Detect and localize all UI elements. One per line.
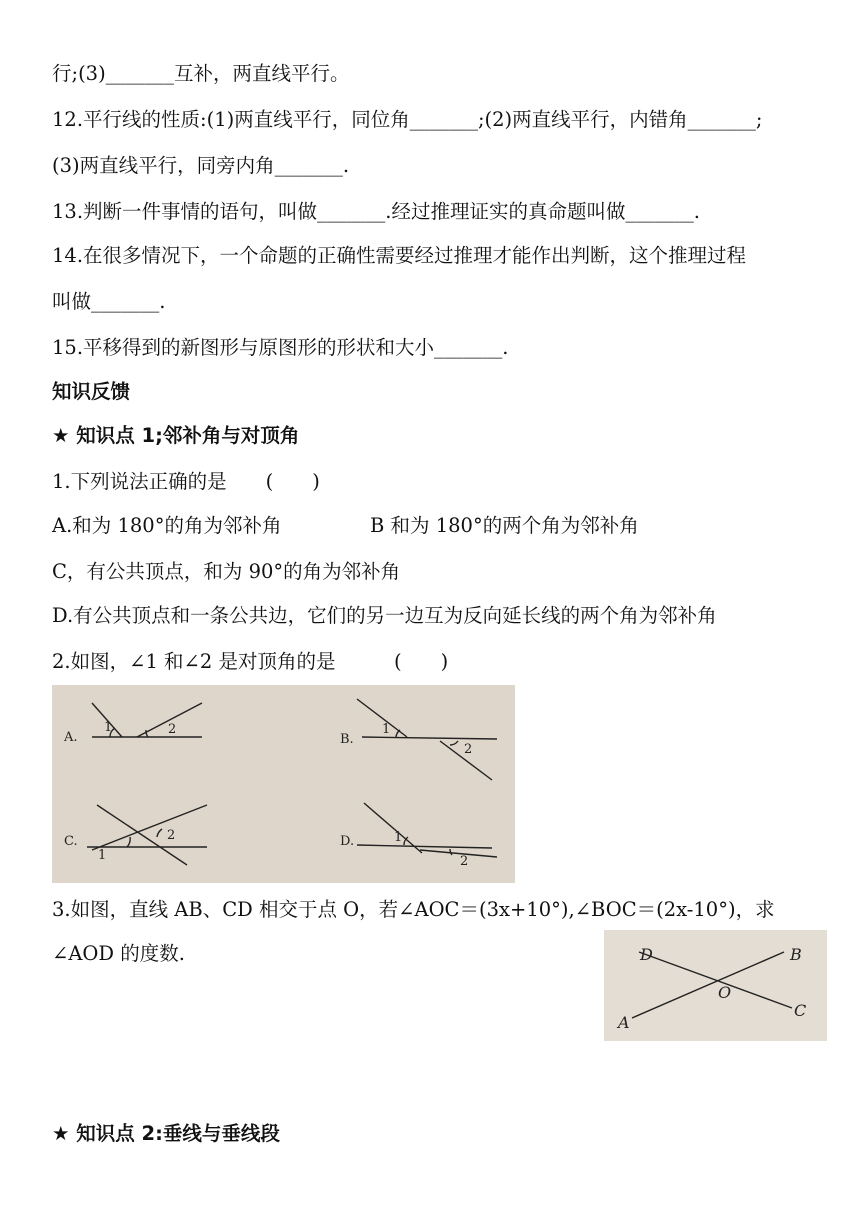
section-feedback-heading: 知识反馈 — [52, 380, 131, 403]
section-point1-heading: ★ 知识点 1;邻补角与对顶角 — [52, 424, 300, 447]
fig-b-angle1: 1 — [382, 722, 391, 737]
text-line-15: 15.平移得到的新图形与原图形的形状和大小_______. — [52, 336, 509, 359]
q3-stem-line1: 3.如图，直线 AB、CD 相交于点 O，若∠AOC＝(3x+10°),∠BOC＝(2x-10°)，求 — [52, 898, 775, 921]
text-line-12-cont: (3)两直线平行，同旁内角_______. — [52, 154, 350, 177]
q3-figure-photo — [604, 930, 827, 1041]
q1-option-a: A.和为 180°的角为邻补角 — [52, 514, 282, 537]
fig-c-angle1: 1 — [98, 848, 107, 863]
section-point2-heading: ★ 知识点 2:垂线与垂线段 — [52, 1122, 280, 1145]
q2-stem: 2.如图，∠1 和∠2 是对顶角的是 ( ) — [52, 650, 449, 673]
text-line-14-cont: 叫做_______. — [52, 290, 166, 313]
fig-c-label: C. — [64, 834, 78, 849]
fig-point-a: A — [618, 1013, 630, 1032]
fig-a-angle2: 2 — [168, 722, 177, 737]
q1-stem: 1.下列说法正确的是 ( ) — [52, 470, 320, 493]
q1-option-b: B 和为 180°的两个角为邻补角 — [370, 514, 639, 537]
text-line-14: 14.在很多情况下，一个命题的正确性需要经过推理才能作出判断，这个推理过程 — [52, 244, 747, 267]
q2-figure-photo — [52, 685, 515, 883]
text-line-12: 12.平行线的性质:(1)两直线平行，同位角_______;(2)两直线平行，内错角_______; — [52, 108, 763, 131]
text-line-1: 行;(3)_______互补，两直线平行。 — [52, 62, 350, 85]
fig-a-label: A. — [64, 730, 78, 745]
text-line-13: 13.判断一件事情的语句，叫做_______.经过推理证实的真命题叫做_______. — [52, 200, 700, 223]
fig-point-o: O — [718, 983, 732, 1002]
fig-point-d: D — [640, 945, 653, 964]
fig-c-angle2: 2 — [167, 828, 176, 843]
fig-d-angle2: 2 — [460, 854, 469, 869]
fig-point-b: B — [790, 945, 802, 964]
fig-b-angle2: 2 — [464, 742, 473, 757]
fig-a-angle1: 1 — [104, 720, 113, 735]
fig-b-label: B. — [340, 732, 354, 747]
fig-point-c: C — [794, 1001, 807, 1020]
q1-option-d: D.有公共顶点和一条公共边，它们的另一边互为反向延长线的两个角为邻补角 — [52, 604, 717, 627]
fig-d-angle1: 1 — [394, 830, 403, 845]
q3-stem-line2: ∠AOD 的度数. — [52, 942, 185, 965]
q1-option-c: C，有公共顶点，和为 90°的角为邻补角 — [52, 560, 401, 583]
fig-d-label: D. — [340, 834, 355, 849]
